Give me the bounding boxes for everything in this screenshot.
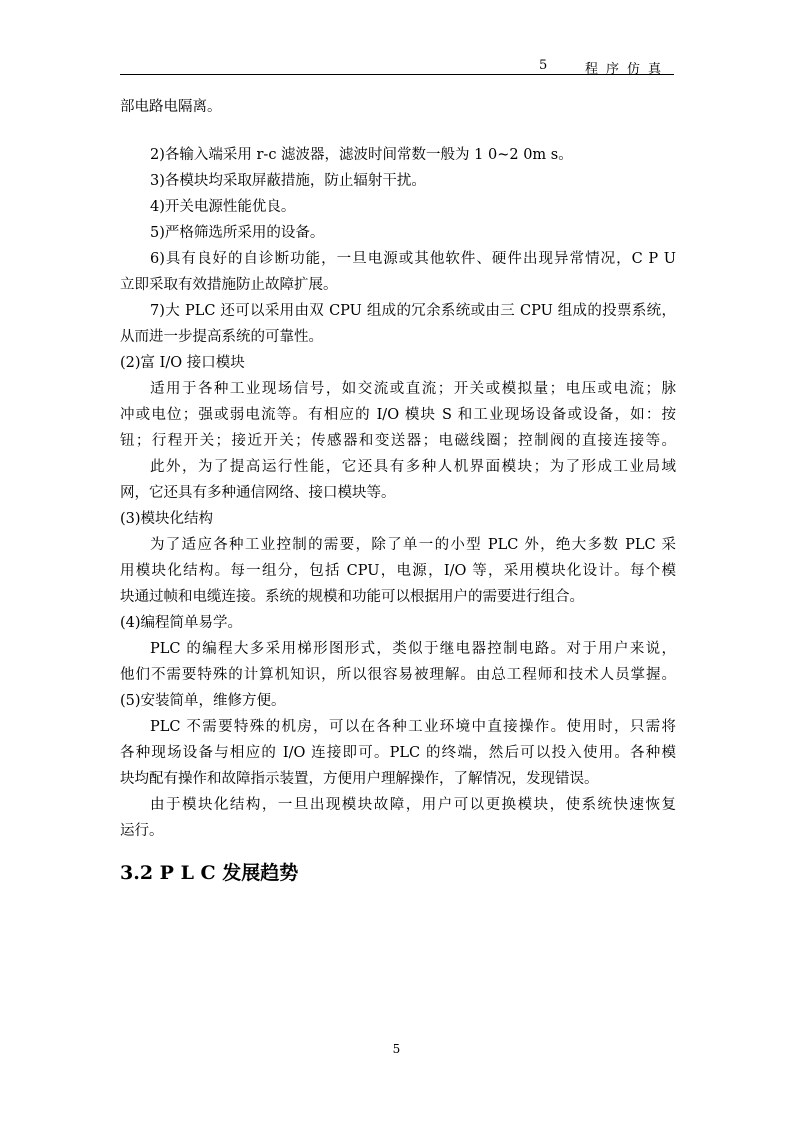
text-line: 部电路电隔离。 <box>120 99 222 115</box>
text-line: 此外，为了提高运行性能，它还具有多种人机界面模块；为了形成工业局域 <box>150 459 676 475</box>
text-line: 块均配有操作和故障指示装置，方便用户理解操作，了解情况，发现错误。 <box>120 771 599 787</box>
subheading: (2)富 I/O 接口模块 <box>120 355 245 371</box>
paragraph-gap <box>120 120 676 142</box>
section-heading: 3.2 P L C 发展趋势 <box>120 862 299 884</box>
text-line: 6)具有良好的自诊断功能，一旦电源或其他软件、硬件出现异常情况，C P U <box>150 251 676 267</box>
text-line: 网，它还具有多种通信网络、接口模块等。 <box>120 485 396 501</box>
text-line: 3)各模块均采取屏蔽措施，防止辐射干扰。 <box>150 173 426 189</box>
text-line: 立即采取有效措施防止故障扩展。 <box>120 277 338 293</box>
subheading: (4)编程简单易学。 <box>120 615 243 631</box>
body-text <box>120 94 676 844</box>
text-line: 7)大 PLC 还可以采用由双 CPU 组成的冗余系统或由三 CPU 组成的投票系统， <box>150 303 676 319</box>
text-line: 块通过帧和电缆连接。系统的规模和功能可以根据用户的需要进行组合。 <box>120 589 584 605</box>
subheading: (5)安装简单，维修方便。 <box>120 693 286 709</box>
text-line: 运行。 <box>120 823 164 839</box>
text-line: 从而进一步提高系统的可靠性。 <box>120 329 323 345</box>
text-line: 2)各输入端采用 r-c 滤波器，滤波时间常数一般为 1 0~2 0m s。 <box>150 147 573 163</box>
text-line: 他们不需要特殊的计算机知识，所以很容易被理解。由总工程师和技术人员掌握。 <box>120 667 676 683</box>
text-line: 冲或电位；强或弱电流等。有相应的 I/O 模块 S 和工业现场设备或设备，如：按 <box>120 407 676 423</box>
text-line: 适用于各种工业现场信号，如交流或直流；开关或模拟量；电压或电流；脉 <box>150 381 676 397</box>
page-number: 5 <box>392 1042 401 1056</box>
running-header <box>120 58 674 75</box>
text-line: 4)开关电源性能优良。 <box>150 199 296 215</box>
text-line: 用模块化结构。每一组分，包括 CPU，电源，I/O 等，采用模块化设计。每个模 <box>120 563 676 579</box>
text-line: 5)严格筛选所采用的设备。 <box>150 225 325 241</box>
text-line: 各种现场设备与相应的 I/O 连接即可。PLC 的终端，然后可以投入使用。各种模 <box>120 745 676 761</box>
header-chapter-title: 程序仿真 <box>585 62 670 77</box>
subheading: (3)模块化结构 <box>120 511 214 527</box>
text-line: 为了适应各种工业控制的需要，除了单一的小型 PLC 外，绝大多数 PLC 采 <box>150 537 676 553</box>
text-line: PLC 的编程大多采用梯形图形式，类似于继电器控制电路。对于用户来说， <box>150 641 676 657</box>
text-line: PLC 不需要特殊的机房，可以在各种工业环境中直接操作。使用时，只需将 <box>150 719 676 735</box>
header-chapter-number: 5 <box>539 58 548 73</box>
text-line: 钮；行程开关；接近开关；传感器和变送器；电磁线圈；控制阀的直接连接等。 <box>120 433 676 449</box>
text-line: 由于模块化结构，一旦出现模块故障，用户可以更换模块，使系统快速恢复 <box>150 797 676 813</box>
